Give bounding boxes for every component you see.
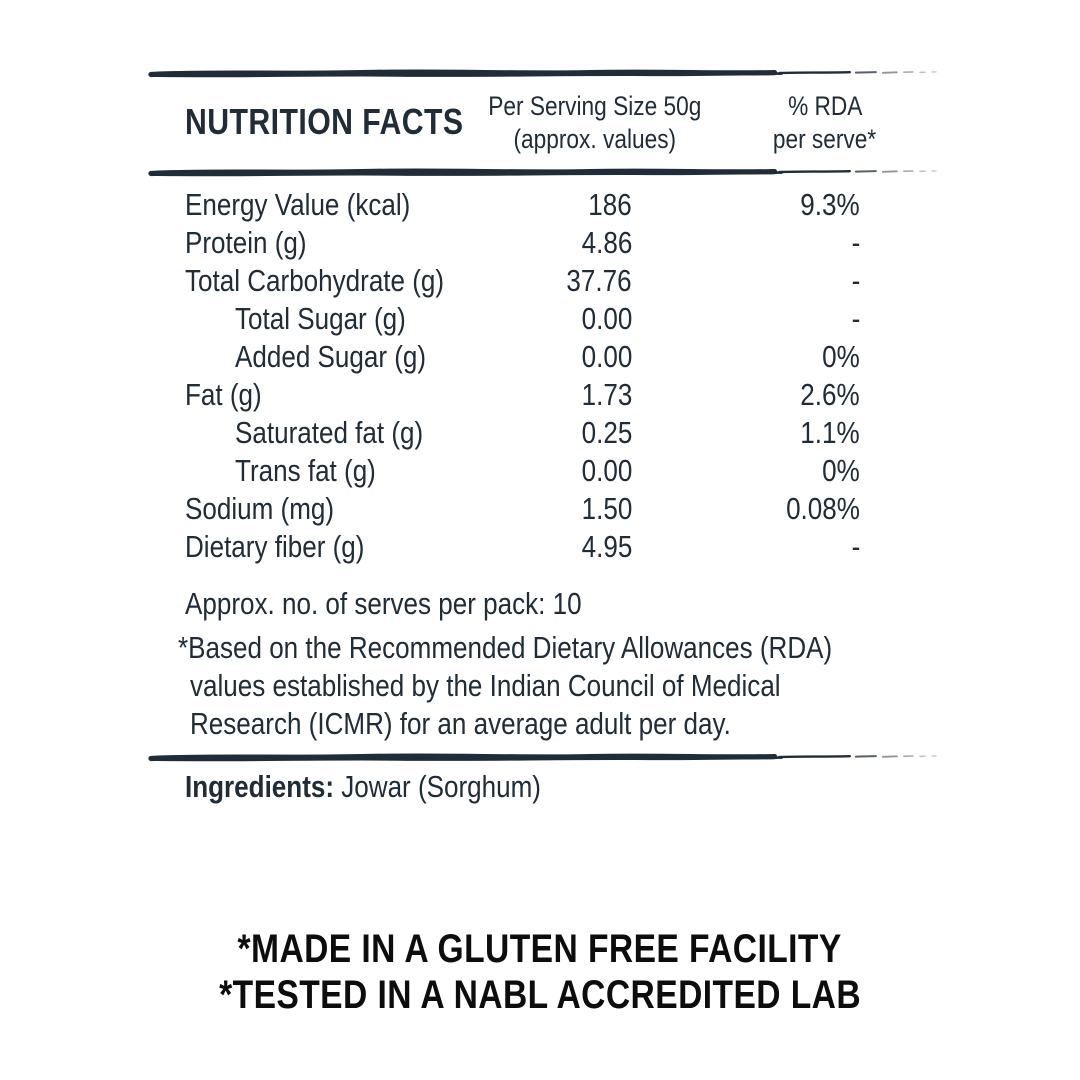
table-row — [0, 452, 1080, 490]
serving-header-line2: (approx. values) — [513, 124, 677, 154]
rda-footnote-line3: Research (ICMR) for an average adult per day. — [190, 706, 731, 741]
serves-per-pack-note — [185, 585, 657, 623]
column-header-rda — [735, 90, 915, 156]
rda-header-line1: % RDA — [787, 91, 863, 121]
table-row — [0, 376, 1080, 414]
row-label: Saturated fat (g) — [235, 415, 424, 450]
table-row — [0, 186, 1080, 224]
rda-footnote — [0, 629, 1080, 743]
row-label: Sodium (mg) — [185, 491, 335, 526]
row-value: 0.00 — [581, 301, 632, 336]
row-rda: 0% — [822, 339, 860, 374]
row-label: Trans fat (g) — [235, 453, 376, 488]
row-label: Total Sugar (g) — [235, 301, 406, 336]
row-value: 37.76 — [566, 263, 632, 298]
ingredients-text — [185, 768, 541, 806]
rough-divider-top — [148, 65, 940, 81]
rda-footnote-line2: values established by the Indian Council of Medical — [190, 668, 781, 703]
footer-claims — [0, 926, 1080, 1018]
row-rda: - — [851, 529, 860, 564]
row-value: 4.95 — [581, 529, 632, 564]
row-rda: - — [851, 225, 860, 260]
nabl-lab-claim: *TESTED IN A NABL ACCREDITED LAB — [219, 973, 861, 1017]
rough-divider-header — [148, 164, 940, 180]
ingredients-line — [185, 768, 609, 806]
row-label: Energy Value (kcal) — [185, 187, 411, 222]
ingredients-label: Ingredients: — [185, 769, 335, 804]
row-value: 0.00 — [581, 339, 632, 374]
gluten-free-claim: *MADE IN A GLUTEN FREE FACILITY — [237, 927, 843, 971]
table-row — [0, 224, 1080, 262]
row-value: 0.00 — [581, 453, 632, 488]
table-row — [0, 414, 1080, 452]
ingredients-value: Jowar (Sorghum) — [341, 769, 541, 804]
row-value: 186 — [588, 187, 632, 222]
table-row — [0, 490, 1080, 528]
row-value: 1.50 — [581, 491, 632, 526]
column-header-serving — [445, 90, 745, 156]
row-rda: 0.08% — [786, 491, 860, 526]
row-value: 4.86 — [581, 225, 632, 260]
row-label: Dietary fiber (g) — [185, 529, 365, 564]
row-rda: 9.3% — [800, 187, 860, 222]
row-rda: 0% — [822, 453, 860, 488]
rda-footnote-line1: *Based on the Recommended Dietary Allowances (RDA) — [178, 630, 833, 665]
rough-divider-bottom — [148, 749, 940, 765]
table-row — [0, 528, 1080, 566]
row-rda: - — [851, 263, 860, 298]
row-rda: 1.1% — [800, 415, 860, 450]
row-label: Added Sugar (g) — [235, 339, 427, 374]
serving-header-line1: Per Serving Size 50g — [488, 91, 702, 121]
row-label: Fat (g) — [185, 377, 262, 412]
row-label: Total Carbohydrate (g) — [185, 263, 445, 298]
row-value: 1.73 — [581, 377, 632, 412]
row-rda: 2.6% — [800, 377, 860, 412]
row-value: 0.25 — [581, 415, 632, 450]
page-title-text: NUTRITION FACTS — [185, 101, 464, 142]
rda-header-line2: per serve* — [773, 124, 877, 154]
row-rda: - — [851, 301, 860, 336]
nutrition-table — [0, 186, 1080, 566]
table-row — [0, 338, 1080, 376]
table-row — [0, 300, 1080, 338]
row-label: Protein (g) — [185, 225, 307, 260]
table-row — [0, 262, 1080, 300]
serves-per-pack-text: Approx. no. of serves per pack: 10 — [185, 586, 582, 621]
